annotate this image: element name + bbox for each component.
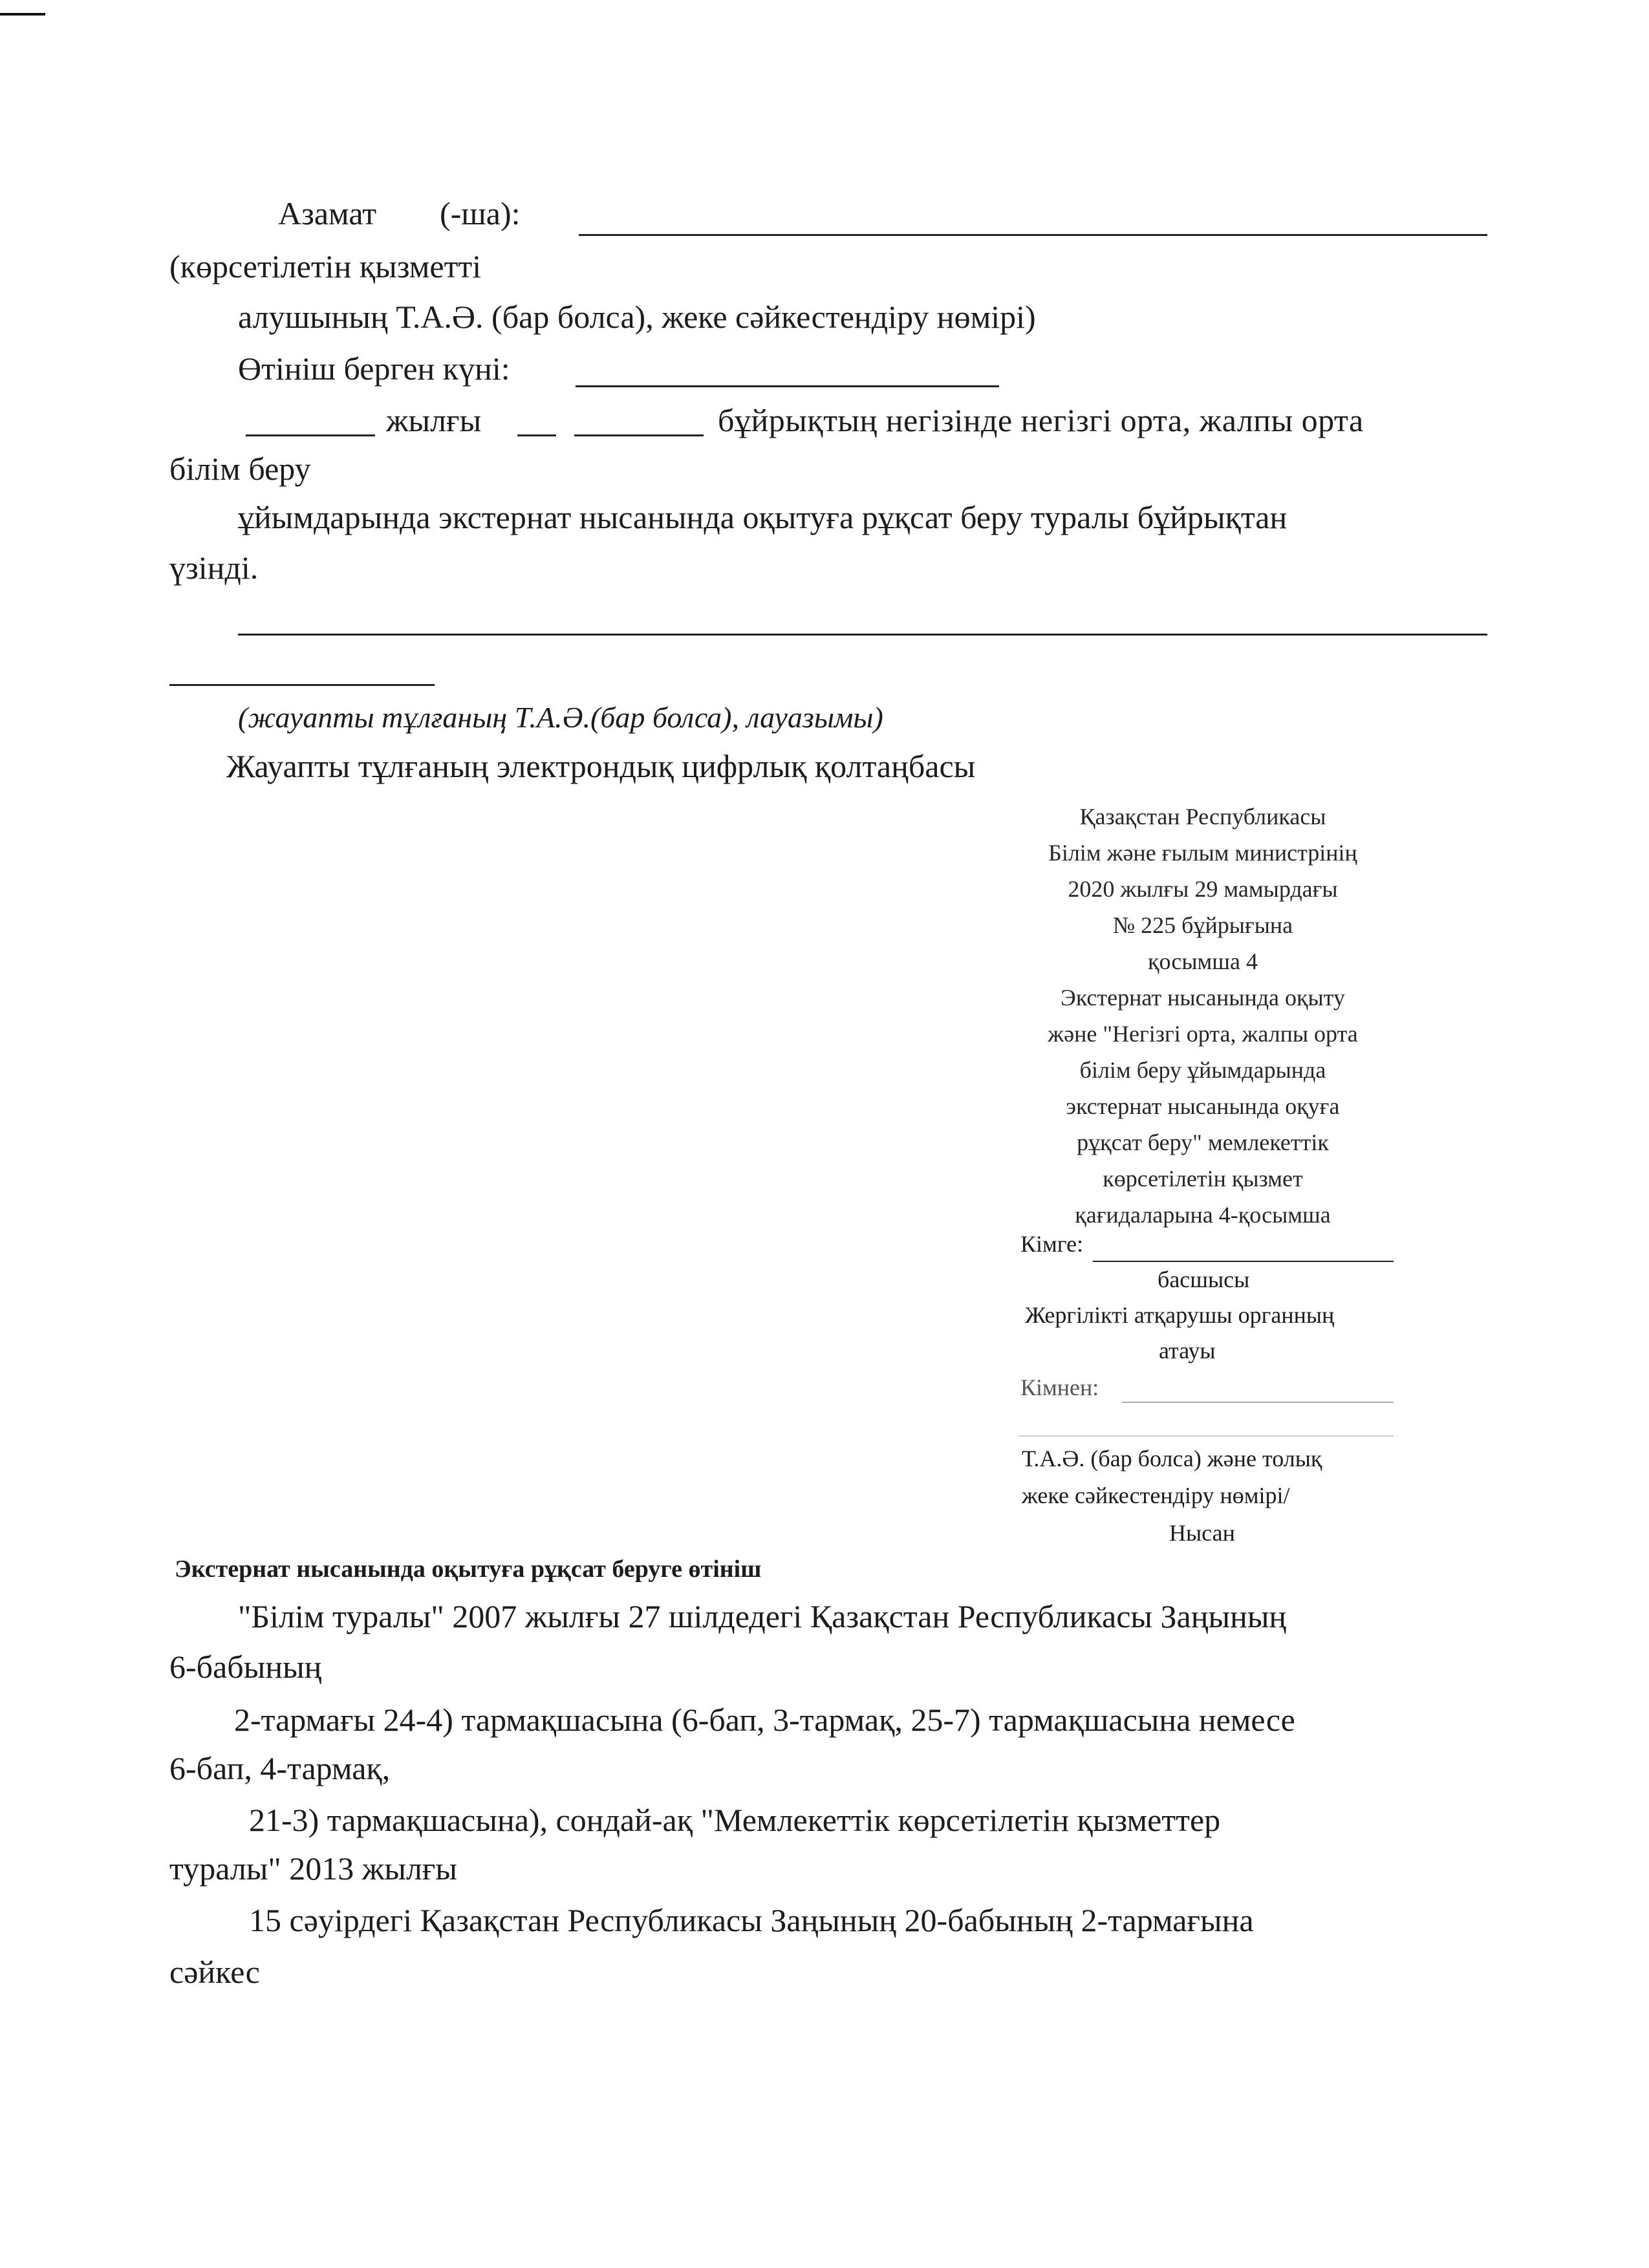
appendix-line: Экстернат нысанында оқыту	[1061, 985, 1345, 1011]
form-label: Нысан	[1169, 1520, 1235, 1546]
order-number-line[interactable]	[246, 434, 375, 436]
order-line-2: білім беру	[169, 451, 311, 487]
from-label: Кімнен:	[1020, 1375, 1099, 1400]
paragraph-2-b: 6-бап, 4-тармақ,	[169, 1750, 391, 1786]
date-line[interactable]	[576, 385, 999, 387]
signature-label: Жауапты тұлғаның электрондық цифрлық қолтаңбасы	[226, 748, 976, 784]
paragraph-4-b: сәйкес	[169, 1954, 260, 1990]
to-line[interactable]	[1093, 1261, 1394, 1262]
citizen-name-line[interactable]	[579, 234, 1487, 236]
responsible-person-note: (жауапты тұлғаның Т.А.Ә.(бар болса), лауазымы)	[238, 701, 883, 734]
paragraph-4-a: 15 сәуірдегі Қазақстан Республикасы Заңының 20-бабының 2-тармағына	[249, 1902, 1254, 1938]
recipient-note-1: (көрсетілетін қызметті	[169, 248, 482, 284]
org-label-2: атауы	[1159, 1338, 1216, 1364]
paragraph-1-b: 6-бабының	[169, 1649, 322, 1685]
scan-corner-mark	[0, 13, 45, 16]
order-month-line[interactable]	[574, 434, 704, 436]
appendix-line: қағидаларына 4-қосымша	[1075, 1202, 1331, 1228]
to-label: Кімге:	[1020, 1231, 1084, 1257]
paragraph-1-a: "Білім туралы" 2007 жылғы 27 шілдедегі Қазақстан Республикасы Заңының	[238, 1598, 1287, 1634]
appendix-line: Қазақстан Республикасы	[1079, 804, 1326, 829]
appendix-line: білім беру ұйымдарында	[1079, 1057, 1326, 1083]
appendix-line: қосымша 4	[1147, 948, 1258, 974]
order-line-3: ұйымдарында экстернат нысанында оқытуға рұқсат беру туралы бұйрықтан	[238, 499, 1288, 535]
recipient-note-2: алушының Т.А.Ә. (бар болса), жеке сәйкестендіру нөмірі)	[238, 299, 1036, 335]
paragraph-3-b: туралы" 2013 жылғы	[169, 1850, 457, 1887]
order-day-line[interactable]	[517, 434, 556, 436]
order-basis-text: бұйрықтың негізінде негізгі орта, жалпы орта	[718, 402, 1364, 438]
responsible-person-line[interactable]	[238, 634, 1487, 636]
appendix-line: № 225 бұйрығына	[1112, 912, 1293, 938]
from-line-2[interactable]	[1018, 1435, 1394, 1437]
responsible-person-line-cont[interactable]	[169, 684, 435, 686]
from-line[interactable]	[1122, 1402, 1394, 1403]
application-title: Экстернат нысанында оқытуға рұқсат беруге өтініш	[175, 1556, 762, 1583]
head-label: басшысы	[1158, 1267, 1250, 1292]
citizen-label: Азамат	[278, 195, 377, 231]
citizen-suffix: (-ша):	[440, 195, 521, 231]
appendix-line: Білім және ғылым министрінің	[1048, 840, 1357, 866]
name-label-2: жеке сәйкестендіру нөмірі/	[1022, 1482, 1290, 1508]
appendix-line: көрсетілетін қызмет	[1103, 1166, 1303, 1192]
date-label: Өтініш берген күні:	[238, 350, 510, 387]
order-line-4: үзінді.	[169, 550, 259, 586]
paragraph-2-a: 2-тармағы 24-4) тармақшасына (6-бап, 3-тармақ, 25-7) тармақшасына немесе	[234, 1702, 1295, 1738]
org-label-1: Жергілікті атқарушы органның	[1025, 1302, 1335, 1328]
appendix-line: экстернат нысанында оқуға	[1066, 1093, 1340, 1119]
appendix-line: және "Негізгі орта, жалпы орта	[1048, 1021, 1358, 1047]
appendix-line: 2020 жылғы 29 мамырдағы	[1068, 876, 1338, 902]
order-year-label: жылғы	[386, 402, 482, 438]
name-label-1: Т.А.Ә. (бар болса) және толық	[1022, 1446, 1322, 1471]
paragraph-3-a: 21-3) тармақшасына), сондай-ақ "Мемлекеттік көрсетілетін қызметтер	[249, 1802, 1221, 1838]
appendix-line: рұқсат беру" мемлекеттік	[1077, 1129, 1329, 1155]
appendix-header	[996, 798, 1410, 1233]
